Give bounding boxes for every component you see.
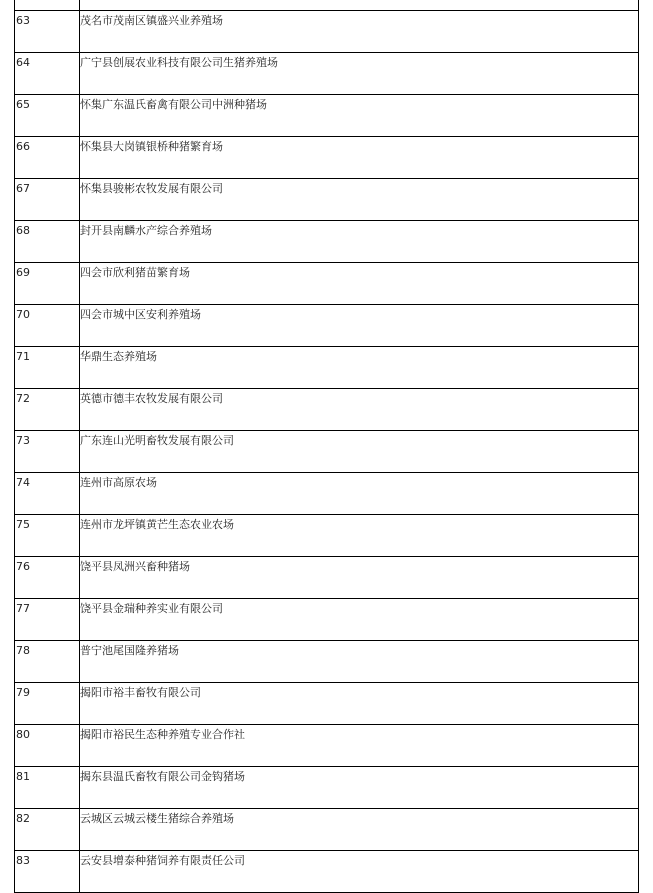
farm-name-cell: 怀集广东温氏畜禽有限公司中洲种猪场 [80, 95, 639, 137]
farm-name-cell: 茂名市茂南区镇盛兴业养殖场 [80, 11, 639, 53]
farm-name-cell [80, 0, 639, 11]
farm-name-cell: 广宁县创展农业科技有限公司生猪养殖场 [80, 53, 639, 95]
row-number-cell [15, 0, 80, 11]
row-number-cell: 71 [15, 347, 80, 389]
farm-name-cell: 怀集县大岗镇银桥种猪繁育场 [80, 137, 639, 179]
farm-name-cell: 云安县增泰种猪饲养有限责任公司 [80, 851, 639, 893]
table-row [15, 137, 639, 179]
table-row [15, 767, 639, 809]
farm-name-cell: 封开县南麟水产综合养殖场 [80, 221, 639, 263]
table-row [15, 515, 639, 557]
table-row [15, 557, 639, 599]
row-number-cell: 77 [15, 599, 80, 641]
row-number-cell: 65 [15, 95, 80, 137]
table-row [15, 347, 639, 389]
table-row [15, 599, 639, 641]
row-number-cell: 68 [15, 221, 80, 263]
row-number-cell: 74 [15, 473, 80, 515]
table-row [15, 221, 639, 263]
farm-name-cell: 揭东县温氏畜牧有限公司金钩猪场 [80, 767, 639, 809]
row-number-cell: 76 [15, 557, 80, 599]
table-row [15, 95, 639, 137]
farm-name-cell: 饶平县凤洲兴畜种猪场 [80, 557, 639, 599]
farm-list-table-body [15, 0, 639, 893]
row-number-cell: 78 [15, 641, 80, 683]
row-number-cell: 73 [15, 431, 80, 473]
farm-name-cell: 揭阳市裕丰畜牧有限公司 [80, 683, 639, 725]
farm-name-cell: 英德市德丰农牧发展有限公司 [80, 389, 639, 431]
row-number-cell: 80 [15, 725, 80, 767]
row-number-cell: 66 [15, 137, 80, 179]
farm-name-cell: 广东连山光明畜牧发展有限公司 [80, 431, 639, 473]
table-row [15, 683, 639, 725]
table-row [15, 305, 639, 347]
row-number-cell: 83 [15, 851, 80, 893]
row-number-cell: 69 [15, 263, 80, 305]
farm-name-cell: 揭阳市裕民生态种养殖专业合作社 [80, 725, 639, 767]
row-number-cell: 79 [15, 683, 80, 725]
table-row [15, 53, 639, 95]
farm-name-cell: 四会市欣利猪苗繁育场 [80, 263, 639, 305]
row-number-cell: 63 [15, 11, 80, 53]
farm-name-cell: 怀集县骏彬农牧发展有限公司 [80, 179, 639, 221]
table-row [15, 809, 639, 851]
table-row [15, 851, 639, 893]
farm-list-table-container [14, 0, 639, 893]
table-row [15, 179, 639, 221]
farm-name-cell: 华鼎生态养殖场 [80, 347, 639, 389]
row-number-cell: 67 [15, 179, 80, 221]
row-number-cell: 70 [15, 305, 80, 347]
row-number-cell: 64 [15, 53, 80, 95]
table-row [15, 431, 639, 473]
farm-name-cell: 连州市高原农场 [80, 473, 639, 515]
row-number-cell: 82 [15, 809, 80, 851]
row-number-cell: 72 [15, 389, 80, 431]
row-number-cell: 75 [15, 515, 80, 557]
table-row [15, 473, 639, 515]
table-row [15, 389, 639, 431]
farm-name-cell: 饶平县金瑞种养实业有限公司 [80, 599, 639, 641]
farm-name-cell: 普宁池尾国隆养猪场 [80, 641, 639, 683]
table-row [15, 11, 639, 53]
farm-name-cell: 连州市龙坪镇黄芒生态农业农场 [80, 515, 639, 557]
farm-name-cell: 云城区云城云楼生猪综合养殖场 [80, 809, 639, 851]
table-row [15, 0, 639, 11]
farm-name-cell: 四会市城中区安利养殖场 [80, 305, 639, 347]
row-number-cell: 81 [15, 767, 80, 809]
table-row [15, 725, 639, 767]
table-row [15, 641, 639, 683]
farm-list-table [14, 0, 639, 893]
table-row [15, 263, 639, 305]
